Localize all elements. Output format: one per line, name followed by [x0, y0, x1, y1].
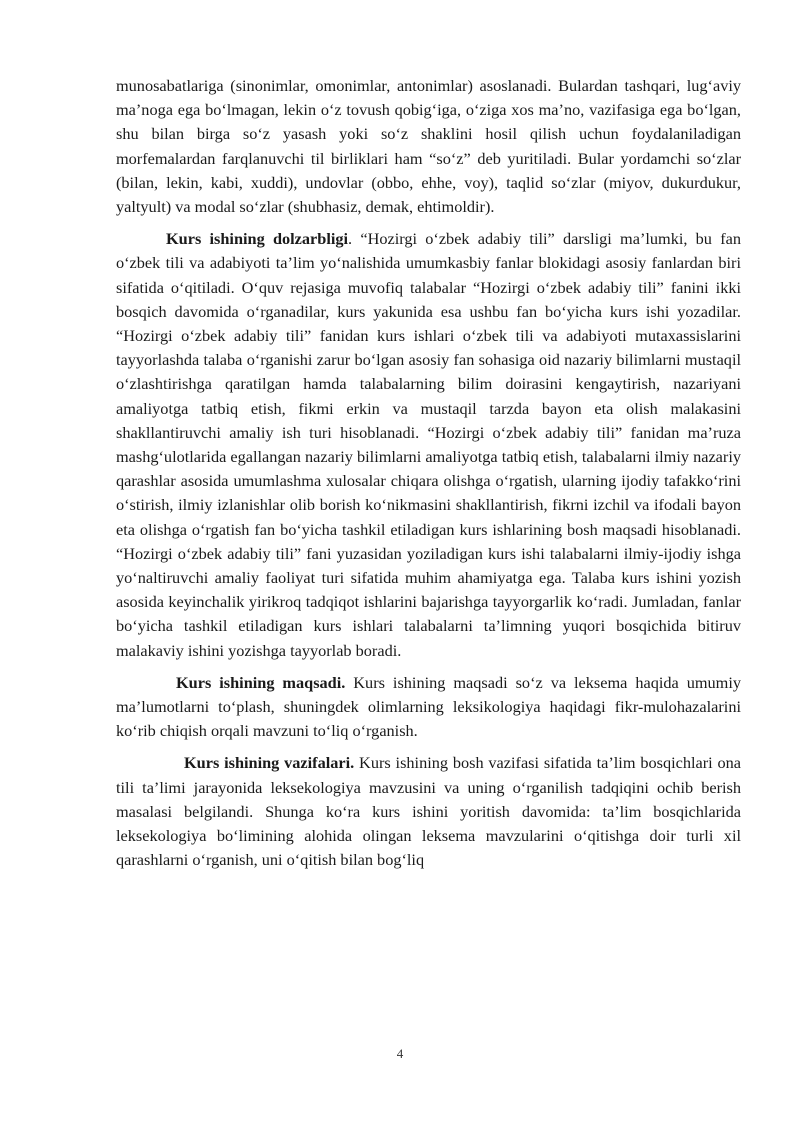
paragraph-tasks-text: Kurs ishining bosh vazifasi sifatida ta’lim bosqichlari ona tili ta’limi jarayonida leksekologiya mavzusini va uning o‘rganilish tadqiqini ochib berish masalasi belgilandi. Shunga ko‘ra kurs ishini yoritish davomida: ta’lim bosqichlarida leksekologiya bo‘limining alohida olingan leksema mavzularini o‘qitishga doir turli xil qarashlarni o‘rganish, uni o‘qitish bilan bog‘liq	[116, 753, 741, 870]
paragraph-goal-text: Kurs ishining maqsadi so‘z va leksema haqida umumiy ma’lumotlarni to‘plash, shuningdek olimlarning leksikologiya haqidagi fikr-mulohazalarini ko‘rib chiqish orqali mavzuni to‘liq o‘rganish.	[116, 672, 741, 741]
heading-relevance: Kurs ishining dolzarbligi	[166, 229, 349, 249]
paragraph-tasks	[116, 751, 741, 872]
paragraph-relevance	[116, 227, 741, 663]
paragraph-relevance-text: . “Hozirgi o‘zbek adabiy tili” darsligi ma’lumki, bu fan o‘zbek tili va adabiyoti ta’lim yo‘nalishida umumkasbiy fanlar blokidagi asosiy fanlardan biri sifatida o‘qitiladi. O‘quv rejasiga muvofiq talabalar “Hozirgi o‘zbek adabiy tili” fanini ikki bosqich davomida o‘rganadilar, kurs yakunida esa ushbu fan bo‘yicha kurs ishi yozadilar. “Hozirgi o‘zbek adabiy tili” fanidan kurs ishlari o‘zbek tili va adabiyoti mutaxassislarini tayyorlashda talaba o‘rganishi zarur bo‘lgan asosiy fan sohasiga oid nazariy bilimlarni mustaqil o‘zlashtirishga qaratilgan hamda talabalarning bilim doirasini kengaytirish, nazariyani amaliyotga tatbiq etish, fikmi erkin va mustaqil tarzda bayon eta olish malakasini shakllantiruvchi amaliy ish turi hisoblanadi. “Hozirgi o‘zbek adabiy tili” fanidan ma’ruza mashg‘ulotlarida egallangan nazariy bilimlarni amaliyotga tatbiq etish, talabalarni ilmiy nazariy qarashlar asosida umumlashma xulosalar chiqara olishga o‘rgatish, ularning ijodiy tafakko‘rini o‘stirish, ilmiy izlanishlar olib borish ko‘nikmasini shakllantirish, fikrni izchil va ifodali bayon eta olishga o‘rgatish fan bo‘yicha tashkil etiladigan kurs ishlarining bosh maqsadi hisoblanadi. “Hozirgi o‘zbek adabiy tili” fani yuzasidan yoziladigan kurs ishi talabalarni ilmiy-ijodiy ishga yo‘naltiruvchi amaliy faoliyat turi sifatida muhim ahamiyatga ega. Talaba kurs ishini yozish asosida keyinchalik yirikroq tadqiqot ishlarini bajarishga tayyorgarlik ko‘radi. Jumladan, fanlar bo‘yicha tashkil etiladigan kurs ishlari talabalarni ta’limning yuqori bosqichida bitiruv malakaviy ishini yozishga tayyorlab boradi.	[116, 229, 741, 660]
page-number: 4	[396, 1046, 404, 1061]
paragraph-intro-text: munosabatlariga (sinonimlar, omonimlar, antonimlar) asoslanadi. Bulardan tashqari, lug‘aviy ma’noga ega bo‘lmagan, lekin o‘z tovush qobig‘iga, o‘ziga xos ma’no, vazifasiga ega bo‘lgan, shu bilan birga so‘z yasash yoki so‘z shaklini hosil qilish uchun foydalaniladigan morfemalardan farqlanuvchi til birliklari ham “so‘z” deb yuritiladi. Bular yordamchi so‘zlar (bilan, lekin, kabi, xuddi), undovlar (obbo, ehhe, voy), taqlid so‘zlar (miyov, dukurdukur, yaltyult) va modal so‘zlar (shubhasiz, demak, ehtimoldir).	[116, 76, 741, 217]
heading-goal: Kurs ishining maqsadi.	[176, 672, 346, 692]
body-text	[116, 74, 741, 873]
paragraph-goal	[116, 671, 741, 744]
heading-tasks: Kurs ishining vazifalari.	[184, 753, 355, 773]
paragraph-intro	[116, 74, 741, 219]
